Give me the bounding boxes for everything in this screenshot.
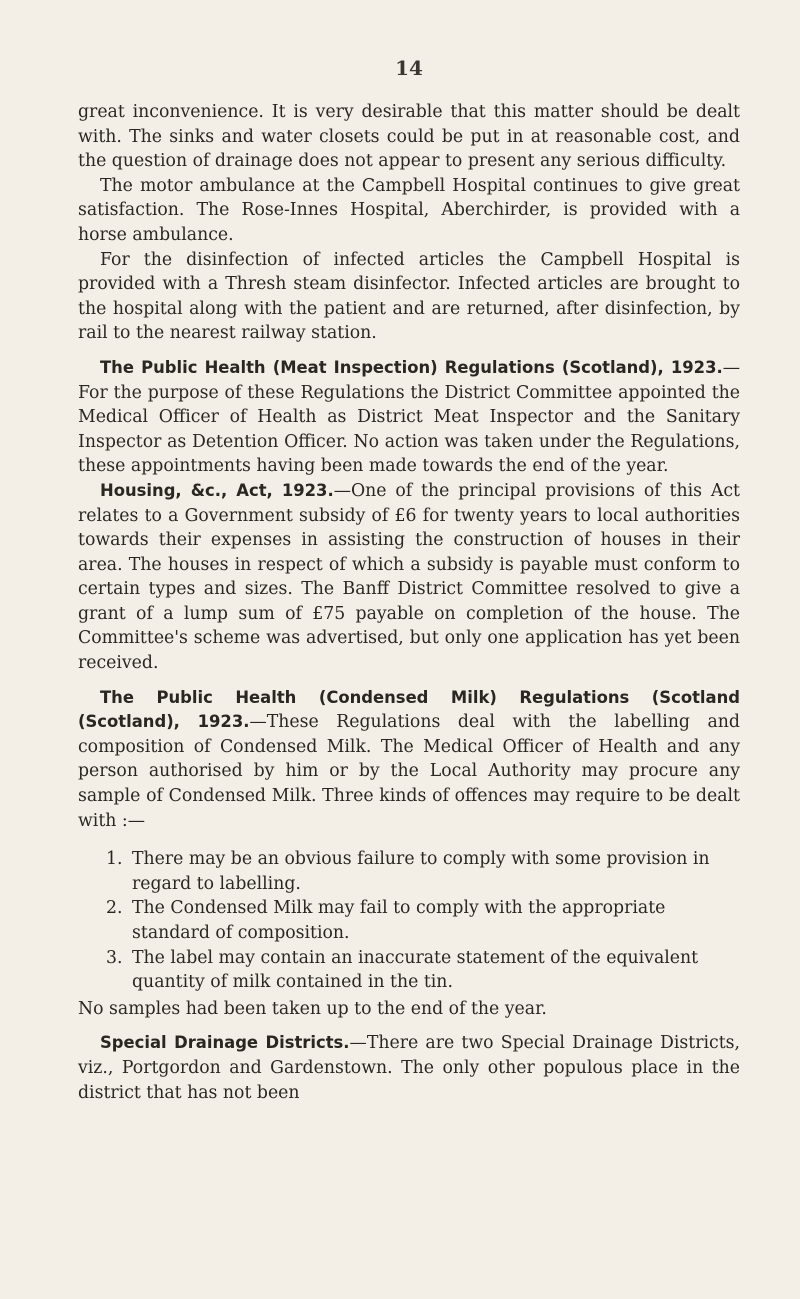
paragraph-meat-inspection [78, 356, 740, 479]
paragraph-housing-act [78, 479, 740, 676]
list-item [78, 847, 740, 896]
list-item [78, 896, 740, 945]
paragraph-motor-ambulance: The motor ambulance at the Campbell Hospital continues to give great satisfaction. The Rose-Innes Hospital, Aberchirder, is provided with a horse ambulance. [78, 175, 740, 245]
paragraph-disinfection: For the disinfection of infected articles the Campbell Hospital is provided with a Thresh steam disinfector. Infected articles are brought to the hospital along with the patient and are returned, after disinfection, by rail to the nearest railway station. [78, 249, 740, 344]
paragraph-no-samples: No samples had been taken up to the end of the year. [78, 998, 547, 1019]
list-item-number: 2. [106, 898, 123, 919]
page-body [78, 100, 740, 1105]
condensed-milk-text: —These Regulations deal with the labelling and composition of Condensed Milk. The Medical Officer of Health and any person authorised by him or by the Local Authority may procure any sample of Condensed Milk. Three kinds of offences may require to be dealt with :— [78, 712, 740, 831]
list-item-text: The Condensed Milk may fail to comply with the appropriate standard of composition. [132, 898, 666, 943]
paragraph-drainage-inconvenience: great inconvenience. It is very desirable that this matter should be dealt with. The sinks and water closets could be put in at reasonable cost, and the question of drainage does not appear to present any serious difficulty. [78, 102, 740, 172]
list-item-text: There may be an obvious failure to comply with some provision in regard to labelling. [132, 849, 710, 894]
page-number: 14 [395, 56, 423, 80]
housing-act-text: —One of the principal provisions of this Act relates to a Government subsidy of £6 for twenty years to local authorities towards their expenses in assisting the construction of houses in their area. The houses in respect of which a subsidy is payable must conform to certain types and sizes. The Banff District Committee resolved to give a grant of a lump sum of £75 payable on completion of the house. The Committee's scheme was advertised, but only one application has yet been received. [78, 480, 740, 674]
special-drainage-text: —There are two Special Drainage Districts, viz., Portgordon and Gardenstown. The only other populous place in the district that has not been [78, 1033, 740, 1103]
special-drainage-heading: Special Drainage Districts. [100, 1033, 350, 1053]
list-item [78, 946, 740, 995]
offences-list [78, 847, 740, 995]
condensed-milk-heading: The Public Health (Condensed Milk) Regulations (Scotland (Scotland), 1923. [78, 687, 740, 732]
meat-inspection-text: —For the purpose of these Regulations the District Committee appointed the Medical Officer of Health as District Meat Inspector and the Sanitary Inspector as Detention Officer. No action was taken under the Regulations, these appointments having been made towards the end of the year. [78, 357, 740, 477]
list-item-number: 1. [106, 849, 123, 870]
paragraph-condensed-milk [78, 686, 740, 834]
list-item-text: The label may contain an inaccurate statement of the equivalent quantity of milk contained in the tin. [132, 947, 699, 993]
paragraph-special-drainage [78, 1031, 740, 1105]
meat-inspection-heading: The Public Health (Meat Inspection) Regulations (Scotland), 1923. [100, 357, 723, 377]
list-item-number: 3. [106, 947, 123, 968]
housing-act-heading: Housing, &c., Act, 1923. [100, 480, 334, 500]
